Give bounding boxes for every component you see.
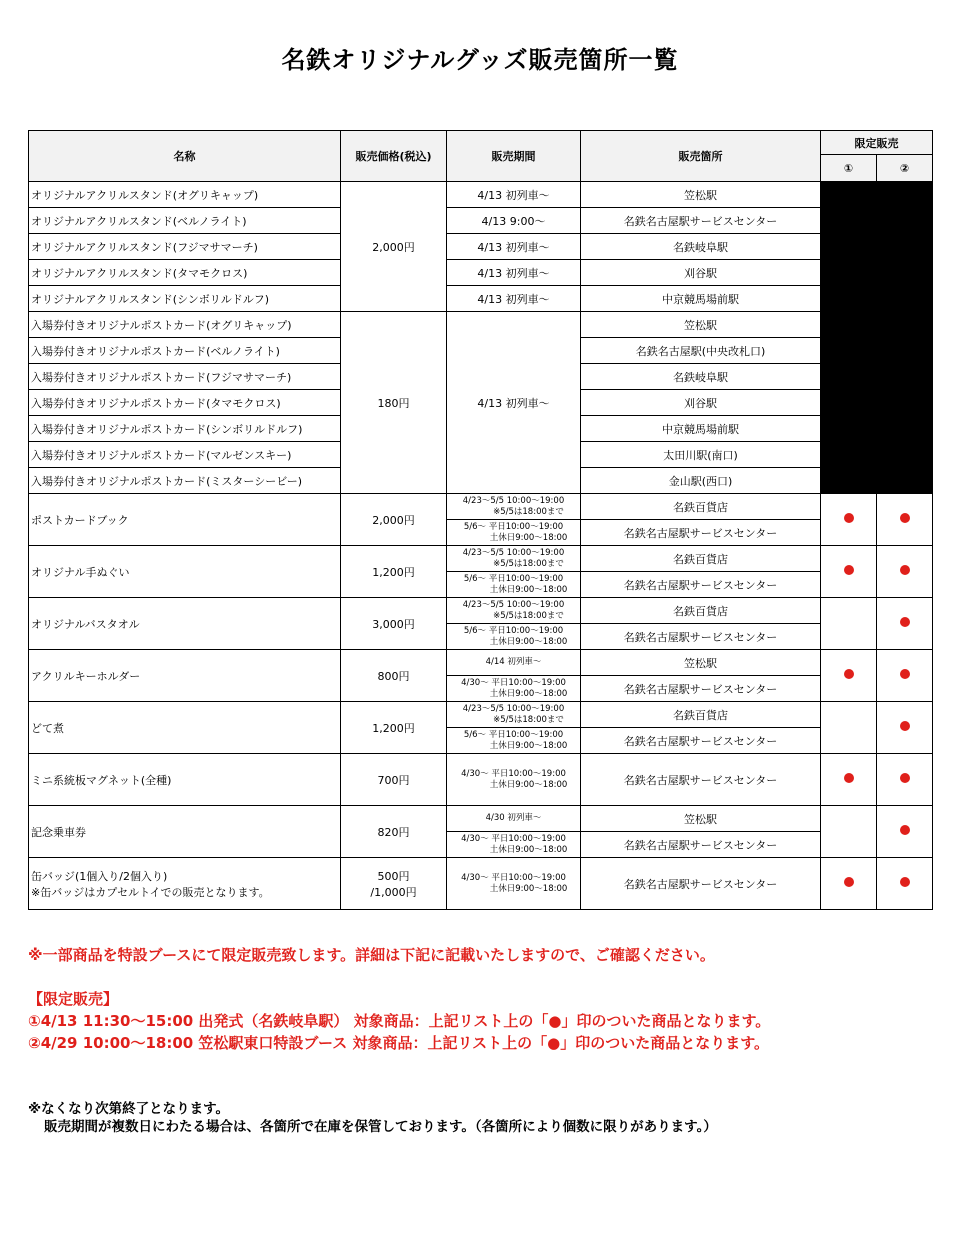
table-row xyxy=(29,702,933,728)
header-price: 販売価格(税込) xyxy=(341,131,447,182)
sale-period-line: ※5/5は18:00まで xyxy=(493,610,564,621)
sale-location: 名鉄名古屋駅サービスセンター xyxy=(581,520,821,546)
notice-text: ※一部商品を特設ブースにて限定販売致します。詳細は下記に記載いたしますので、ご確認ください。 xyxy=(28,946,715,964)
sale-period: 4/13 初列車～ xyxy=(447,234,581,260)
sale-period-line: 土休日9:00～18:00 xyxy=(489,636,568,647)
item-name: オリジナルアクリルスタンド(ベルノライト) xyxy=(29,208,341,234)
sale-location: 刈谷駅 xyxy=(581,260,821,286)
item-name-line: ミニ系統板マグネット(全種) xyxy=(31,773,172,787)
sale-location: 名鉄百貨店 xyxy=(581,494,821,520)
limited-blackout xyxy=(821,182,933,494)
sale-period-line: 4/23～5/5 10:00～19:00 xyxy=(462,703,565,714)
limited-line-1: ①4/13 11:30～15:00 出発式（名鉄岐阜駅） 対象商品：上記リスト上の「●」印のついた商品となります。 xyxy=(28,1012,771,1030)
sale-period xyxy=(447,598,581,624)
item-name xyxy=(29,546,341,598)
limited-dot-icon xyxy=(844,773,854,783)
sale-period-line: 土休日9:00～18:00 xyxy=(489,844,568,855)
header-period: 販売期間 xyxy=(447,131,581,182)
sale-period-line: 5/6～ 平日10:00～19:00 xyxy=(463,625,564,636)
limited-dot-icon xyxy=(900,721,910,731)
limited-dot-icon xyxy=(844,565,854,575)
item-name: オリジナルアクリルスタンド(フジマサマーチ) xyxy=(29,234,341,260)
sale-period: 4/13 9:00～ xyxy=(447,208,581,234)
limited-dot-icon xyxy=(844,877,854,887)
limited-dot-icon xyxy=(900,513,910,523)
item-name-line: どて煮 xyxy=(31,721,64,735)
goods-table xyxy=(28,130,933,910)
sale-period-line: 4/30 初列車～ xyxy=(485,813,542,823)
sale-location: 名鉄名古屋駅サービスセンター xyxy=(581,728,821,754)
sale-period xyxy=(447,520,581,546)
limited-dot-icon xyxy=(900,773,910,783)
limited-dot-icon xyxy=(900,877,910,887)
sale-period-line: 土休日9:00～18:00 xyxy=(489,532,568,543)
sale-location: 金山駅(西口) xyxy=(581,468,821,494)
table-row xyxy=(29,182,933,208)
sale-location: 刈谷駅 xyxy=(581,390,821,416)
limited-1-mark xyxy=(821,650,877,702)
limited-dot-icon xyxy=(844,513,854,523)
header-limited-1: ① xyxy=(821,155,877,182)
sale-period xyxy=(447,650,581,676)
table-row xyxy=(29,806,933,832)
limited-2-mark xyxy=(877,598,933,650)
table-row xyxy=(29,208,933,234)
header-name: 名称 xyxy=(29,131,341,182)
item-price-line: 1,200円 xyxy=(372,565,415,579)
limited-heading: 【限定販売】 xyxy=(28,990,119,1008)
table-row xyxy=(29,754,933,806)
table-row xyxy=(29,598,933,624)
limited-line-2: ②4/29 10:00～18:00 笠松駅東口特設ブース 対象商品：上記リスト上の「●」印のついた商品となります。 xyxy=(28,1034,770,1052)
sale-period: 4/13 初列車～ xyxy=(447,182,581,208)
item-price-line: 500円 xyxy=(377,869,410,883)
sale-location: 名鉄名古屋駅サービスセンター xyxy=(581,624,821,650)
limited-dot-icon xyxy=(844,669,854,679)
table-row xyxy=(29,286,933,312)
sale-location: 笠松駅 xyxy=(581,312,821,338)
sale-period-line: 4/30～ 平日10:00～19:00 xyxy=(461,833,566,844)
item-name xyxy=(29,806,341,858)
header-limited: 限定販売 xyxy=(821,131,933,155)
sale-period: 4/13 初列車～ xyxy=(447,260,581,286)
limited-2-mark xyxy=(877,806,933,858)
item-price xyxy=(341,702,447,754)
sale-period-line: 4/23～5/5 10:00～19:00 xyxy=(462,495,565,506)
item-price xyxy=(341,754,447,806)
limited-dot-icon xyxy=(900,669,910,679)
item-name xyxy=(29,702,341,754)
limited-1-mark xyxy=(821,858,877,910)
item-name: 入場券付きオリジナルポストカード(シンボリルドルフ) xyxy=(29,416,341,442)
limited-2-mark xyxy=(877,546,933,598)
sale-period-line: 土休日9:00～18:00 xyxy=(489,688,568,699)
item-price xyxy=(341,546,447,598)
item-price-line: 700円 xyxy=(377,773,410,787)
item-price-line: 1,200円 xyxy=(372,721,415,735)
item-name-line: オリジナル手ぬぐい xyxy=(31,565,130,579)
sale-period-line: 4/14 初列車～ xyxy=(485,657,542,667)
limited-2-mark xyxy=(877,858,933,910)
sale-period-line: 4/30～ 平日10:00～19:00 xyxy=(461,768,566,779)
limited-1-mark xyxy=(821,494,877,546)
item-name-line: 缶バッジ(1個入り/2個入り) xyxy=(31,869,168,883)
item-price-line: 800円 xyxy=(377,669,410,683)
sale-period-line: 4/23～5/5 10:00～19:00 xyxy=(462,599,565,610)
item-price-line: /1,000円 xyxy=(370,885,417,899)
sale-period-line: ※5/5は18:00まで xyxy=(493,714,564,725)
item-name: 入場券付きオリジナルポストカード(ミスターシービー) xyxy=(29,468,341,494)
sale-period-line: ※5/5は18:00まで xyxy=(493,506,564,517)
item-price: 180円 xyxy=(341,312,447,494)
sale-location: 名鉄名古屋駅サービスセンター xyxy=(581,858,821,910)
sale-location: 名鉄名古屋駅サービスセンター xyxy=(581,754,821,806)
item-name: 入場券付きオリジナルポストカード(フジマサマーチ) xyxy=(29,364,341,390)
item-name-line: アクリルキーホルダー xyxy=(31,669,141,683)
sale-period-line: 5/6～ 平日10:00～19:00 xyxy=(463,729,564,740)
sale-period-line: 土休日9:00～18:00 xyxy=(489,740,568,751)
item-name: 入場券付きオリジナルポストカード(タマモクロス) xyxy=(29,390,341,416)
table-row xyxy=(29,260,933,286)
limited-2-mark xyxy=(877,650,933,702)
sale-location: 名鉄名古屋駅サービスセンター xyxy=(581,572,821,598)
sale-period xyxy=(447,806,581,832)
sale-period-line: 5/6～ 平日10:00～19:00 xyxy=(463,573,564,584)
sale-period-line: 土休日9:00～18:00 xyxy=(489,584,568,595)
item-price xyxy=(341,598,447,650)
limited-dot-icon xyxy=(900,565,910,575)
item-name: オリジナルアクリルスタンド(タマモクロス) xyxy=(29,260,341,286)
sale-period xyxy=(447,728,581,754)
item-name-line: 記念乗車券 xyxy=(31,825,86,839)
limited-1-mark xyxy=(821,702,877,754)
limited-2-mark xyxy=(877,754,933,806)
item-name xyxy=(29,650,341,702)
goods-table-body xyxy=(29,182,933,910)
sale-period xyxy=(447,624,581,650)
sale-period xyxy=(447,494,581,520)
table-row xyxy=(29,494,933,520)
sale-location: 中京競馬場前駅 xyxy=(581,416,821,442)
item-name-line: ポストカードブック xyxy=(31,513,129,527)
table-row xyxy=(29,546,933,572)
sale-period: 4/13 初列車～ xyxy=(447,286,581,312)
sale-location: 名鉄百貨店 xyxy=(581,702,821,728)
sale-location: 名鉄百貨店 xyxy=(581,546,821,572)
limited-1-mark xyxy=(821,754,877,806)
sale-period xyxy=(447,754,581,806)
sale-period xyxy=(447,702,581,728)
table-row xyxy=(29,650,933,676)
sale-period xyxy=(447,572,581,598)
item-name xyxy=(29,598,341,650)
item-price xyxy=(341,650,447,702)
item-price xyxy=(341,858,447,910)
table-row xyxy=(29,234,933,260)
limited-dot-icon xyxy=(900,617,910,627)
sale-location: 中京競馬場前駅 xyxy=(581,286,821,312)
sale-location: 名鉄百貨店 xyxy=(581,598,821,624)
item-note: ※缶バッジはカプセルトイでの販売となります。 xyxy=(31,885,270,899)
sale-location: 笠松駅 xyxy=(581,806,821,832)
sale-location: 名鉄名古屋駅サービスセンター xyxy=(581,208,821,234)
item-name xyxy=(29,754,341,806)
item-price-line: 2,000円 xyxy=(372,513,415,527)
header-limited-2: ② xyxy=(877,155,933,182)
sale-location: 名鉄名古屋駅サービスセンター xyxy=(581,676,821,702)
item-name: 入場券付きオリジナルポストカード(オグリキャップ) xyxy=(29,312,341,338)
sale-location: 笠松駅 xyxy=(581,182,821,208)
item-price: 2,000円 xyxy=(341,182,447,312)
item-name xyxy=(29,494,341,546)
sale-period-line: 4/30～ 平日10:00～19:00 xyxy=(461,677,566,688)
limited-2-mark xyxy=(877,494,933,546)
limited-1-mark xyxy=(821,598,877,650)
sale-period-line: 5/6～ 平日10:00～19:00 xyxy=(463,521,564,532)
sale-location: 笠松駅 xyxy=(581,650,821,676)
item-name: 入場券付きオリジナルポストカード(マルゼンスキー) xyxy=(29,442,341,468)
item-name: 入場券付きオリジナルポストカード(ベルノライト) xyxy=(29,338,341,364)
item-name: オリジナルアクリルスタンド(オグリキャップ) xyxy=(29,182,341,208)
sale-period: 4/13 初列車～ xyxy=(447,312,581,494)
item-price-line: 3,000円 xyxy=(372,617,415,631)
sale-period-line: 土休日9:00～18:00 xyxy=(489,883,568,894)
sale-period xyxy=(447,546,581,572)
limited-dot-icon xyxy=(900,825,910,835)
sale-location: 名鉄名古屋駅(中央改札口) xyxy=(581,338,821,364)
sale-period-line: 土休日9:00～18:00 xyxy=(489,779,568,790)
table-row xyxy=(29,312,933,338)
sale-period xyxy=(447,676,581,702)
item-price xyxy=(341,494,447,546)
item-name: オリジナルアクリルスタンド(シンボリルドルフ) xyxy=(29,286,341,312)
limited-2-mark xyxy=(877,702,933,754)
sale-location: 太田川駅(南口) xyxy=(581,442,821,468)
item-name-line: オリジナルバスタオル xyxy=(31,617,140,631)
sale-period-line: 4/30～ 平日10:00～19:00 xyxy=(461,872,566,883)
item-price xyxy=(341,806,447,858)
sale-location: 名鉄岐阜駅 xyxy=(581,234,821,260)
table-row xyxy=(29,858,933,910)
header-location: 販売箇所 xyxy=(581,131,821,182)
sale-location: 名鉄名古屋駅サービスセンター xyxy=(581,832,821,858)
item-name xyxy=(29,858,341,910)
item-price-line: 820円 xyxy=(377,825,410,839)
limited-1-mark xyxy=(821,806,877,858)
page-title: 名鉄オリジナルグッズ販売箇所一覧 xyxy=(281,46,679,74)
sale-period-line: 4/23～5/5 10:00～19:00 xyxy=(462,547,565,558)
sale-location: 名鉄岐阜駅 xyxy=(581,364,821,390)
sale-period xyxy=(447,832,581,858)
footer-note-1: ※なくなり次第終了となります。 xyxy=(28,1101,230,1117)
sale-period-line: ※5/5は18:00まで xyxy=(493,558,564,569)
limited-1-mark xyxy=(821,546,877,598)
sale-period xyxy=(447,858,581,910)
footer-note-2: 販売期間が複数日にわたる場合は、各箇所で在庫を保管しております。（各箇所により個数に限りがあります。） xyxy=(44,1119,717,1135)
